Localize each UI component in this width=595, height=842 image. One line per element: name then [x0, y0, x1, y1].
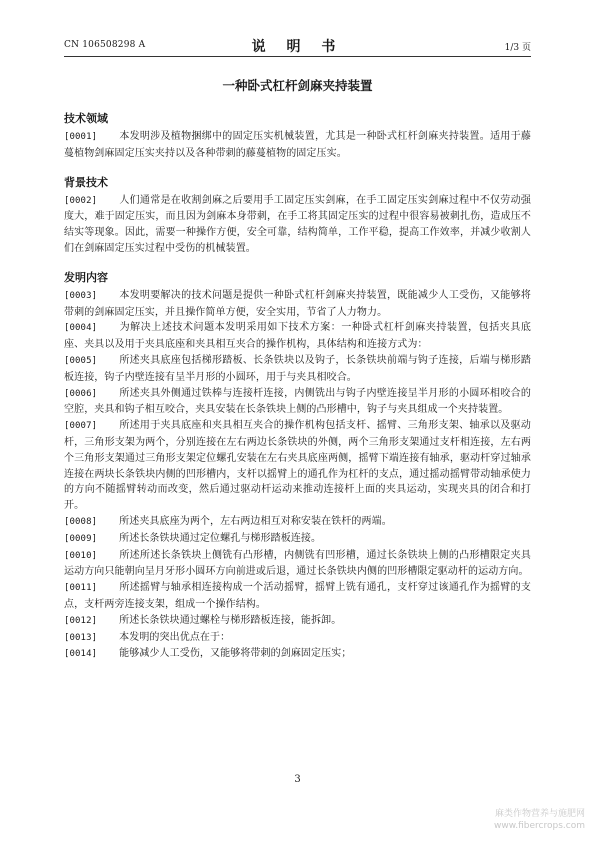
paragraph-0012: [64, 613, 531, 630]
paragraph-text: 能够减少人工受伤，又能够将带刺的剑麻固定压实；: [119, 648, 352, 660]
paragraph-text: 本发明涉及植物捆绑中的固定压实机械装置，尤其是一种卧式杠杆剑麻夹持装置。适用于藤蔓植物剑麻固定压实夹持以及各种带刺的藤蔓植物的固定压实。: [64, 131, 531, 159]
paragraph-text: 所述长条铁块通过定位螺孔与梯形踏板连接。: [119, 532, 322, 544]
watermark-site-name: 麻类作物营养与施肥网: [494, 809, 585, 819]
section-heading-background: 背景技术: [64, 175, 108, 189]
paragraph-number: [0001]: [64, 132, 98, 142]
paragraph-0006: [64, 386, 531, 419]
page-number: 3: [294, 774, 301, 785]
paragraph-0010: [64, 548, 531, 581]
paragraph-0013: [64, 630, 531, 647]
paragraph-number: [0002]: [64, 195, 98, 206]
paragraph-text: 为解决上述技术问题本发明采用如下技术方案：一种卧式杠杆剑麻夹持装置，包括夹具底座、夹具以及用于夹具底座和夹具相互夹合的操作机构，具体结构和连接方式为：: [64, 322, 531, 351]
paragraph-0008: [64, 514, 531, 531]
paragraph-0001: [64, 129, 531, 162]
document-body: [64, 76, 531, 663]
paragraph-number: [0014]: [64, 649, 98, 660]
paragraph-0011: [64, 580, 531, 613]
page-indicator: 1/3 页: [504, 43, 531, 53]
paragraph-number: [0008]: [64, 516, 98, 527]
paragraph-number: [0010]: [64, 550, 98, 561]
paragraph-number: [0005]: [64, 355, 98, 366]
paragraph-number: [0004]: [64, 323, 98, 334]
paragraph-number: [0011]: [64, 583, 98, 594]
paragraph-text: 所述所述长条铁块上侧铣有凸形槽，内侧铣有凹形槽，通过长条铁块上侧的凸形槽限定夹具运动方向只能朝向呈月牙形小圆环方向前进或后退，通过长条铁块内侧的凹形槽限定驱动杆的运动方向。: [64, 549, 531, 578]
paragraph-0005: [64, 353, 531, 386]
paragraph-0014: [64, 646, 531, 663]
paragraph-text: 所述长条铁块通过螺栓与梯形踏板连接，能拆卸。: [119, 614, 342, 626]
paragraph-number: [0013]: [64, 632, 98, 643]
header-title: 说 明 书: [251, 39, 344, 55]
paragraph-text: 所述摇臂与轴承相连接构成一个活动摇臂，摇臂上铣有通孔，支杆穿过该通孔作为摇臂的支点，支杆两旁连接支架，组成一个操作结构。: [64, 582, 531, 610]
paragraph-0007: [64, 418, 531, 514]
paragraph-0003: [64, 288, 531, 321]
section-heading-technical-field: 技术领域: [64, 112, 108, 125]
header-divider: [64, 56, 531, 57]
watermark-url: www.fibercrops.com: [494, 821, 585, 831]
paragraph-text: 本发明的突出优点在于：: [119, 631, 231, 643]
paragraph-number: [0003]: [64, 290, 98, 301]
paragraph-text: 所述夹具外侧通过铁棒与连接杆连接，内侧铣出与钩子内壁连接呈半月形的小圆环相咬合的空腔，夹具和钩子相互咬合，夹具安装在长条铁块上侧的凸形槽中，钩子与夹具组成一个夹持装置。: [64, 387, 531, 416]
paragraph-text: 所述用于夹具底座和夹具相互夹合的操作机构包括支杆、摇臂、三角形支架、轴承以及驱动杆，三角形支架为两个，分别连接在左右两边长条铁块的外侧，两个三角形支架通过支杆相连接，左右两个三角形支架通过三角形支架定位螺孔安装在左右夹具底座两侧，摇臂下端连接有轴承，驱动杆穿过轴承连接在两块长条铁块内侧的凹形槽内，支杆以摇臂上的通孔作为杠杆的支点，通过摇动摇臂带动轴承使力的方向不随摇臂转动而改变，然后通过驱动杆运动来推动连接杆上面的夹具运动，实现夹具的闭合和打开。: [64, 420, 531, 512]
paragraph-number: [0012]: [64, 615, 98, 626]
publication-number: CN 106508298 A: [64, 40, 146, 50]
paragraph-text: 人们通常是在收割剑麻之后要用手工固定压实剑麻，在手工固定压实剑麻过程中不仅劳动强度大，难于固定压实，而且因为剑麻本身带刺，在手工将其固定压实的过程中很容易被刺扎伤，造成压不结实等现象。因此，需要一种操作方便，安全可靠，结构简单，工作平稳，提高工作效率，并减少收割人们在剑麻固定压实过程中受伤的机械装置。: [64, 194, 531, 254]
page-header: [64, 36, 531, 54]
section-heading-summary: 发明内容: [64, 270, 108, 284]
paragraph-number: [0007]: [64, 421, 98, 432]
paragraph-0002: [64, 193, 531, 257]
paragraph-text: 所述夹具底座包括梯形踏板、长条铁块以及钩子，长条铁块前端与钩子连接，后端与梯形踏板连接，钩子内壁连接有呈半月形的小圆环，用于与夹具相咬合。: [64, 354, 531, 383]
paragraph-number: [0006]: [64, 388, 98, 399]
paragraph-text: 本发明要解决的技术问题是提供一种卧式杠杆剑麻夹持装置，既能减少人工受伤，又能够将带刺的剑麻固定压实，并且操作简单方便，安全实用，节省了人力物力。: [64, 289, 531, 318]
watermark: [494, 808, 585, 832]
paragraph-0004: [64, 320, 531, 353]
paragraph-text: 所述夹具底座为两个，左右两边相互对称安装在铁杆的两端。: [119, 515, 392, 527]
paragraph-0009: [64, 531, 531, 548]
paragraph-number: [0009]: [64, 533, 98, 544]
document-title: 一种卧式杠杆剑麻夹持装置: [222, 78, 373, 93]
